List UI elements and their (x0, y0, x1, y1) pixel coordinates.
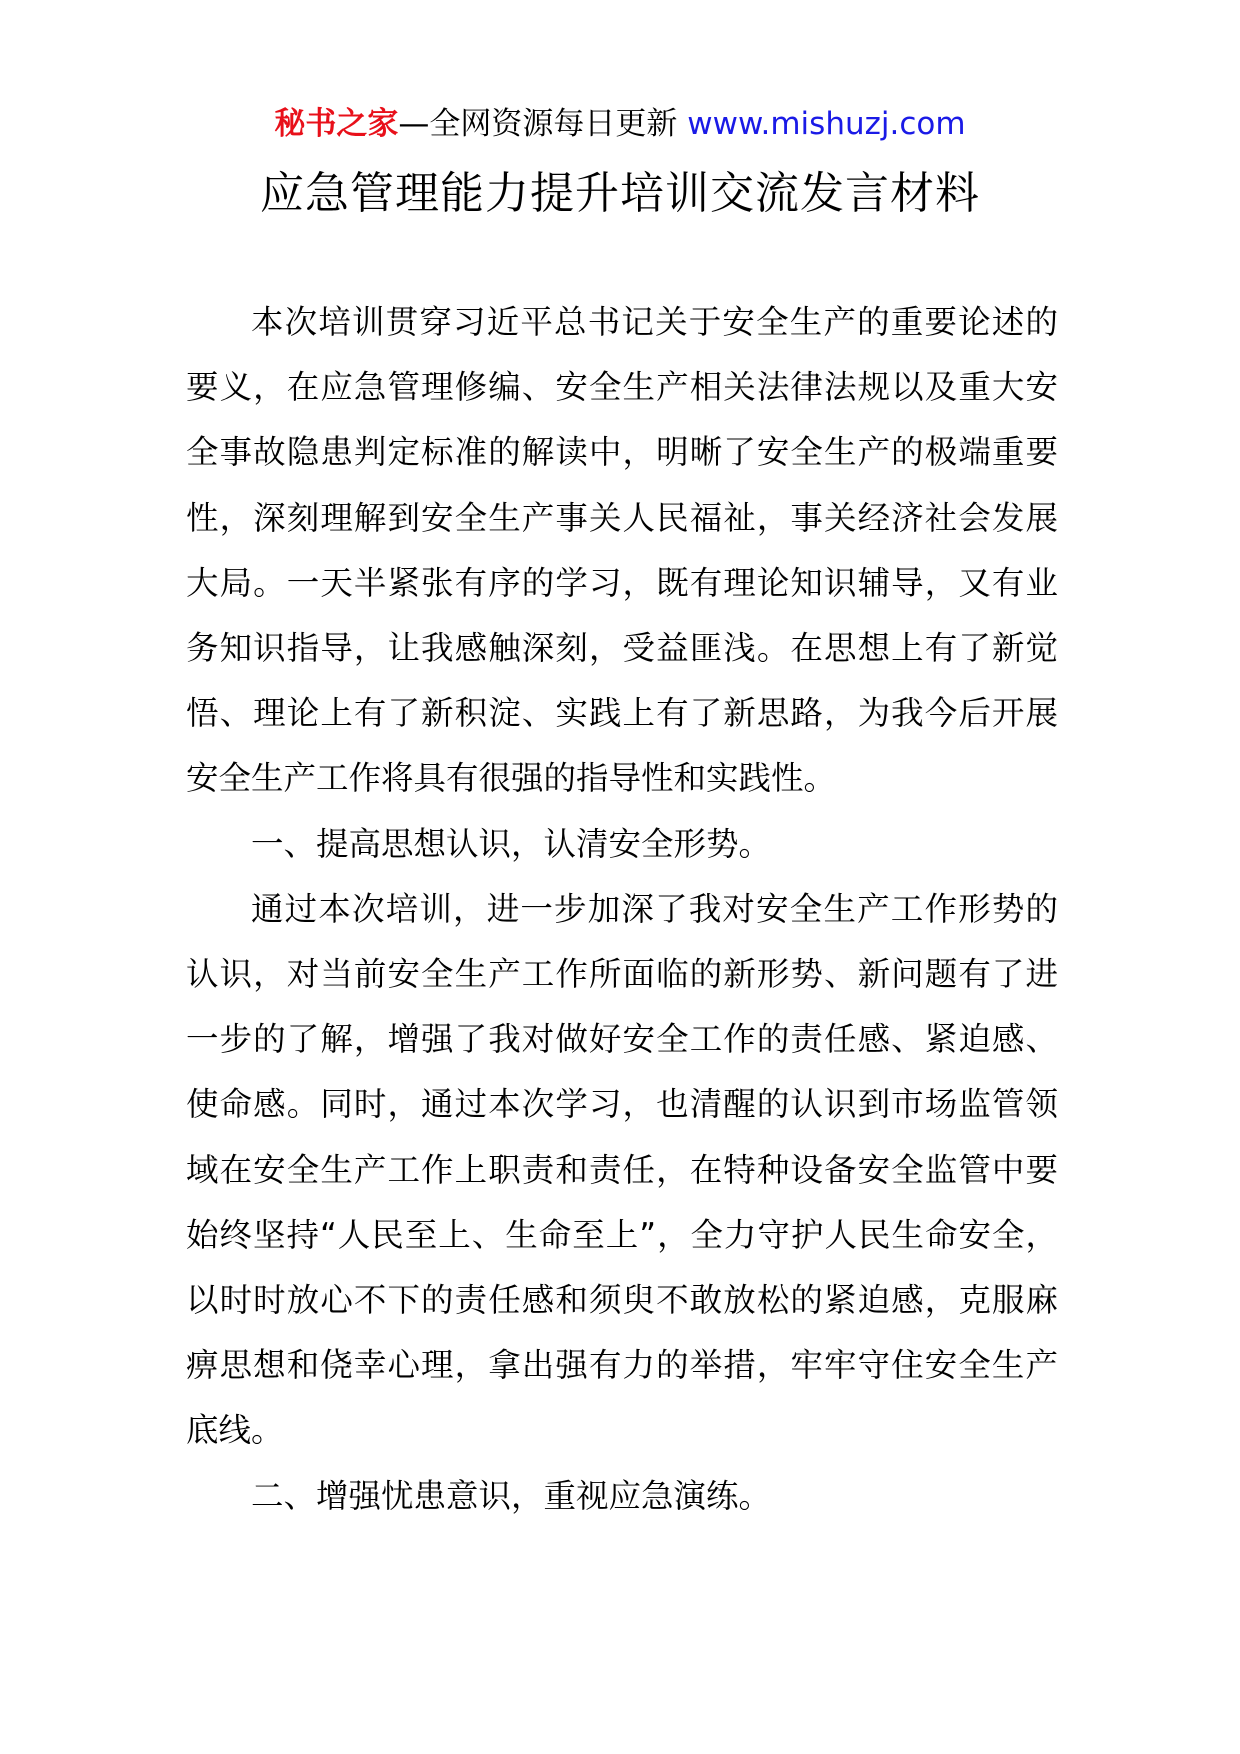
paragraph-intro: 本次培训贯穿习近平总书记关于安全生产的重要论述的要义，在应急管理修编、安全生产相关法律法规以及重大安全事故隐患判定标准的解读中，明晰了安全生产的极端重要性，深刻理解到安全生产事关人民福祉，事关经济社会发展大局。一天半紧张有序的学习，既有理论知识辅导，又有业务知识指导，让我感触深刻，受益匪浅。在思想上有了新觉悟、理论上有了新积淀、实践上有了新思路，为我今后开展安全生产工作将具有很强的指导性和实践性。 (186, 303, 1058, 798)
site-header (0, 104, 1240, 144)
site-url-link[interactable]: www.mishuzj.com (687, 106, 966, 142)
paragraph-section-1: 通过本次培训，进一步加深了我对安全生产工作形势的认识，对当前安全生产工作所面临的新形势、新问题有了进一步的了解，增强了我对做好安全工作的责任感、紧迫感、使命感。同时，通过本次学习，也清醒的认识到市场监管领域在安全生产工作上职责和责任，在特种设备安全监管中要始终坚持“人民至上、生命至上”，全力守护人民生命安全，以时时放心不下的责任感和须臾不敢放松的紧迫感，克服麻痹思想和侥幸心理，拿出强有力的举措，牢牢守住安全生产底线。 (186, 889, 1058, 1450)
site-brand: 秘书之家 (274, 106, 399, 142)
document-body (186, 290, 1058, 1529)
document-title: 应急管理能力提升培训交流发言材料 (260, 168, 980, 219)
site-slogan: —全网资源每日更新 (398, 106, 678, 142)
section-heading-2: 二、增强忧患意识，重视应急演练。 (251, 1476, 772, 1515)
section-heading-1: 一、提高思想认识，认清安全形势。 (251, 824, 772, 863)
